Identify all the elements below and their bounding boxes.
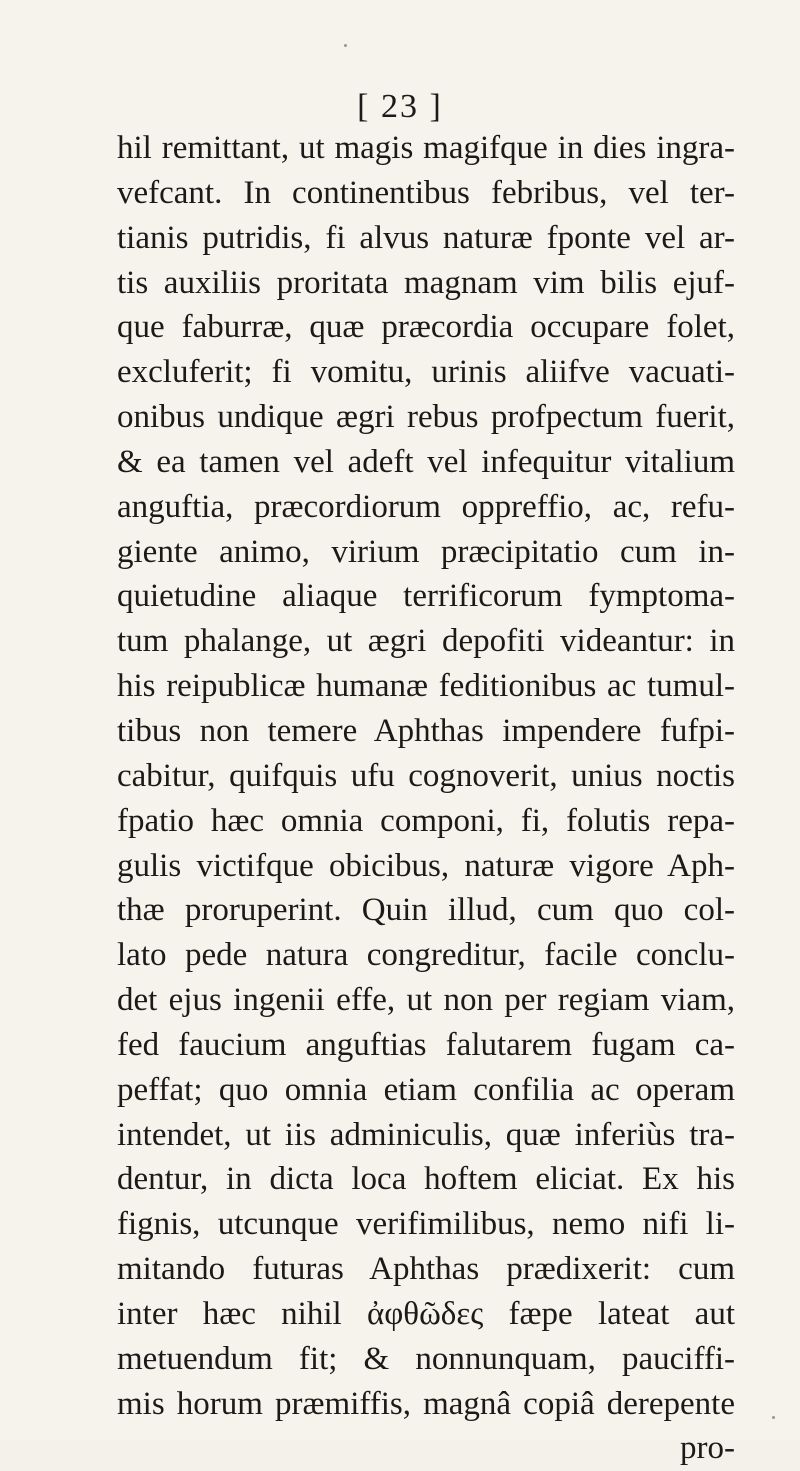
text-line: det ejus ingenii effe, ut non per regiam viam, [117, 982, 735, 1019]
text-line: tianis putridis, fi alvus naturæ fponte vel ar- [117, 219, 735, 256]
page-number: [ 23 ] [357, 88, 443, 125]
text-line: dentur, in dicta loca hoftem eliciat. Ex his [117, 1161, 735, 1198]
text-line: peffat; quo omnia etiam confilia ac operam [117, 1071, 735, 1108]
text-line: his reipublicæ humanæ feditionibus ac tumul- [117, 668, 735, 705]
text-line: tibus non temere Aphthas impendere fufpi- [117, 712, 735, 749]
text-line: mitando futuras Aphthas prædixerit: cum [117, 1251, 735, 1288]
text-line: anguftia, præcordiorum oppreffio, ac, refu- [117, 488, 735, 525]
text-line: excluferit; fi vomitu, urinis aliifve vacuati- [117, 354, 735, 391]
text-line: metuendum fit; & nonnunquam, pauciffi- [117, 1340, 735, 1377]
text-line: hil remittant, ut magis magifque in dies ingra- [117, 130, 735, 166]
text-line: fignis, utcunque verifimilibus, nemo nifi li- [117, 1206, 735, 1243]
text-line: thæ proruperint. Quin illud, cum quo col- [117, 892, 735, 929]
text-line: inter hæc nihil ἀφθῶδες fæpe lateat aut [117, 1295, 735, 1332]
text-line: cabitur, quifquis ufu cognoverit, unius noctis [117, 757, 735, 794]
text-line: tum phalange, ut ægri depofiti videantur: in [117, 623, 735, 660]
text-line: fed faucium anguftias falutarem fugam ca- [117, 1026, 735, 1063]
text-line: fpatio hæc omnia componi, fi, folutis repa- [117, 802, 735, 839]
text-line: vefcant. In continentibus febribus, vel ter- [117, 174, 735, 211]
text-line: & ea tamen vel adeft vel infequitur vitalium [117, 443, 735, 480]
text-line: onibus undique ægri rebus profpectum fuerit, [117, 399, 735, 436]
text-line: mis horum præmiffis, magnâ copiâ derepente [117, 1385, 735, 1422]
text-line: lato pede natura congreditur, facile conclu- [117, 937, 735, 974]
body-text [117, 126, 735, 1471]
text-line: gulis victifque obicibus, naturæ vigore Aph- [117, 847, 735, 884]
text-line: que faburræ, quæ præcordia occupare folet, [117, 309, 735, 346]
paper-speck [772, 1416, 775, 1419]
text-line: quietudine aliaque terrificorum fymptoma- [117, 578, 735, 615]
text-line: intendet, ut iis adminiculis, quæ inferiùs tra- [117, 1116, 735, 1153]
catchword: pro- [680, 1430, 735, 1467]
text-line: giente animo, virium præcipitatio cum in- [117, 533, 735, 570]
paper-speck [344, 44, 347, 47]
text-line: tis auxiliis proritata magnam vim bilis ejuf- [117, 264, 735, 301]
